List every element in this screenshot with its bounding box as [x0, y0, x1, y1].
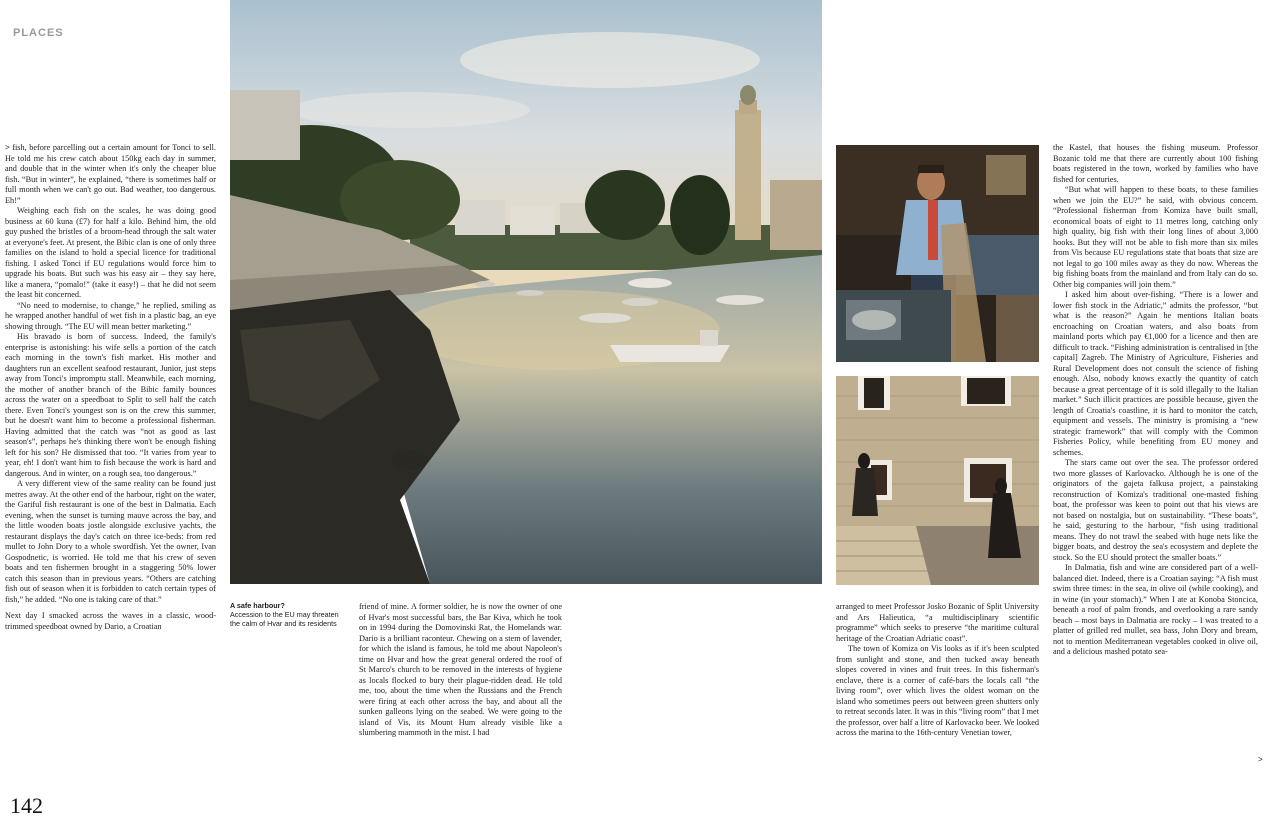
end-marker: > [1258, 755, 1263, 764]
page-number: 142 [10, 793, 43, 818]
paragraph: fish, before parcelling out a certain amount for Tonci to sell. He told me his crew catch about 150kg each day in summer, and double that in the winter when it's only the cheaper blue fish. “But in winter”, he explained, “there is sometimes half or full month when we can't go out. Bad weather, too dangerous. Eh!” [5, 143, 216, 205]
paragraph: Next day I smacked across the waves in a classic, wood-trimmed speedboat owned by Dario, a Croatian [5, 611, 216, 631]
paragraph: arranged to meet Professor Josko Bozanic of Split University and Ars Halieutica, “a multidisciplinary scientific programme” which seeks to preserve “the maritime cultural heritage of the Croatian Adriatic coast”. [836, 602, 1039, 643]
paragraph: “But what will happen to these boats, to these families when we join the EU?” he said, with obvious concern. “Professional fisherman from Komiza have built small, economical boats of eight to 11 metres long, catching only high quality, big fish with their long lines of about 3,000 hooks. But they will not be able to fish more than six miles from Vis because EU regulations state that boats that size are not legal to go 100 miles away as they do now. Whereas the big fishing boats from the mainland and from Italy can do so. Other big companies will join them.” [1053, 185, 1258, 289]
column-4 [1053, 143, 1258, 765]
paragraph: the Kastel, that houses the fishing museum. Professor Bozanic told me that there are currently about 100 fishing boats registered in the town, worked by families who have fished for centuries. [1053, 143, 1258, 184]
paragraph: The stars came out over the sea. The professor ordered two more glasses of Karlovacko. Although he is one of the originators of the gajeta falkusa project, a painstaking reconstruction of Komiza's traditional one-masted fishing boat, the professor was keen to point out that his views are not based on nostalgia, but on sustainability. “These boats”, he said, gesturing to the harbour, “fish using traditional means. They do not trawl the seabed with huge nets like the bigger boats, and destroy the sea's ecosystem and deplete the stock. So the EU should protect the smaller boats.” [1053, 458, 1258, 562]
paragraph: His bravado is born of success. Indeed, the family's enterprise is astonishing: his wife sells a portion of the catch each morning in the town's fish market. His mother and daughters run an excellent seafood restaurant, Junior, just steps away from Tonci's impromptu stall. Meanwhile, each morning, the mother of another branch of the Bibic family bounces across the water on a speedboat to Split to sell half the catch there. Even Tonci's youngest son is on the crew this summer, but he doesn't want him to become a professional fisherman. Having admitted that the catch was “not as good as last season's”, perhaps he's thinking there won't be enough fishing left for his son? He dismissed that too. “It varies from year to year, eh! I don't want him to fish because the work is hard and dangerous. And in winter, on a rough sea, too dangerous.” [5, 332, 216, 478]
paragraph: Weighing each fish on the scales, he was doing good business at 60 kuna (£7) for half a kilo. Behind him, the old guy pushed the bristles of a broom-head through the salt water at everyone's feet. At present, the Bibic clan is one of only three families on the island to hold a special licence for traditional fishing. I asked Tonci if EU regulations would force him to upgrade his boats. But such was his easy air – they say here, like a manera, “pomalo!” (take it easy!) – that he did not seem the least bit concerned. [5, 206, 216, 299]
column-3 [836, 602, 1039, 766]
fisherman-photo [836, 145, 1039, 362]
paragraph: The town of Komiza on Vis looks as if it's been sculpted from sunlight and stone, and then tucked away beneath slopes covered in vines and fruit trees. In this fisherman's enclave, there is a corner of café-bars the locals call “the living room”, over which lives the oldest woman on the island who sometimes peers out between green shutters only to retreat seconds later. It was in this “living room” that I met the professor, over half a litre of Karlovacko beer. We looked across the marina to the 16th-century Venetian tower, [836, 644, 1039, 737]
continuation-marker: > [5, 143, 10, 152]
paragraph: I asked him about over-fishing. “There is a lower and lower fish stock in the Adriatic,” admits the professor, “but what is the reason?” Again he mentions Italian boats encroaching on Croatian waters, and also boats from mainland ports which pay €1,000 for a licence and then are difficult to track. “Fishing administration is centralised in [the capital] Zagreb. The Ministry of Agriculture, Fisheries and Rural Development does not consult the science of fishing enough. Also, nobody knows exactly the quantity of catch because a great percentage of it is sold illegally to the Italian market.” Such illicit practices are possible because, given the length of Croatia's coastline, it is hard to monitor the catch, equipment and vessels. The ministry is promising a “new strategic framework” that will comply with the Common Fisheries Policy, while benefiting from EU money and schemes. [1053, 290, 1258, 457]
column-2 [359, 602, 562, 766]
harbour-photo [230, 0, 822, 584]
section-label: PLACES [13, 27, 64, 39]
paragraph: A very different view of the same reality can be found just metres away. At the other end of the harbour, right on the water, the Gariful fish restaurant is one of the best in Dalmatia. Each evening, when the sunset is turning mauve across the bay, and the little wooden boats jostle alongside exclusive yachts, the restaurant displays the day's catch on three ice-beds: from red mullet to John Dory to a whole swordfish. Yet the owner, Ivan Gospodnetic, is worried. He told me that his crew of seven boats and ten fishermen brought in a staggering 50% lower catch this season than in previous years. “Others are catching fish out of season when it is forbidden to catch certain types of fish,” he added. “No one is taking care of that.” [5, 479, 216, 604]
column-1 [5, 143, 216, 765]
photo-caption [230, 601, 345, 629]
paragraph: “No need to modernise, to change,” he replied, smiling as he wrapped another handful of wet fish in a plastic bag, an eye showing through. “The EU will mean better marketing.” [5, 300, 216, 331]
paragraph: In Dalmatia, fish and wine are considered part of a well-balanced diet. Indeed, there is a Croatian saying: “A fish must swim three times: in the sea, in olive oil (while cooking), and in wine (in your stomach).” When I ate at Konoba Stoncica, beneath a roof of palm fronds, and overlooking a rare sandy beach – most bays in Dalmatia are rocky – I was treated to a platter of grilled red mullet, sea bass, John Dory and bream, not to mention Mediterranean vegetables cooked in olive oil, and a delicious mashed potato sea- [1053, 563, 1258, 656]
paragraph: friend of mine. A former soldier, he is now the owner of one of Hvar's most successful bars, the Bar Kiva, which he took on in 1994 during the Domovinski Rat, the Homelands war. Dario is a brilliant raconteur. Chewing on a stem of lavender, for which the island is famous, he told me about Napoleon's time on Hvar and how the great general ordered the roof of St Marco's church to be removed in the interests of hygiene as locals flocked to bury their plague-ridden dead. He told me, too, about the time when the Russians and the French were firing at each other across the bay, and about all the sunken galleons lying on the seabed. We were going to the island of Vis, its Mount Hum already visible like a slumbering mammoth in the mist. I had [359, 602, 562, 737]
nuns-photo [836, 376, 1039, 585]
caption-text: Accession to the EU may threaten the calm of Hvar and its residents [230, 610, 339, 629]
caption-title: A safe harbour? [230, 601, 285, 610]
